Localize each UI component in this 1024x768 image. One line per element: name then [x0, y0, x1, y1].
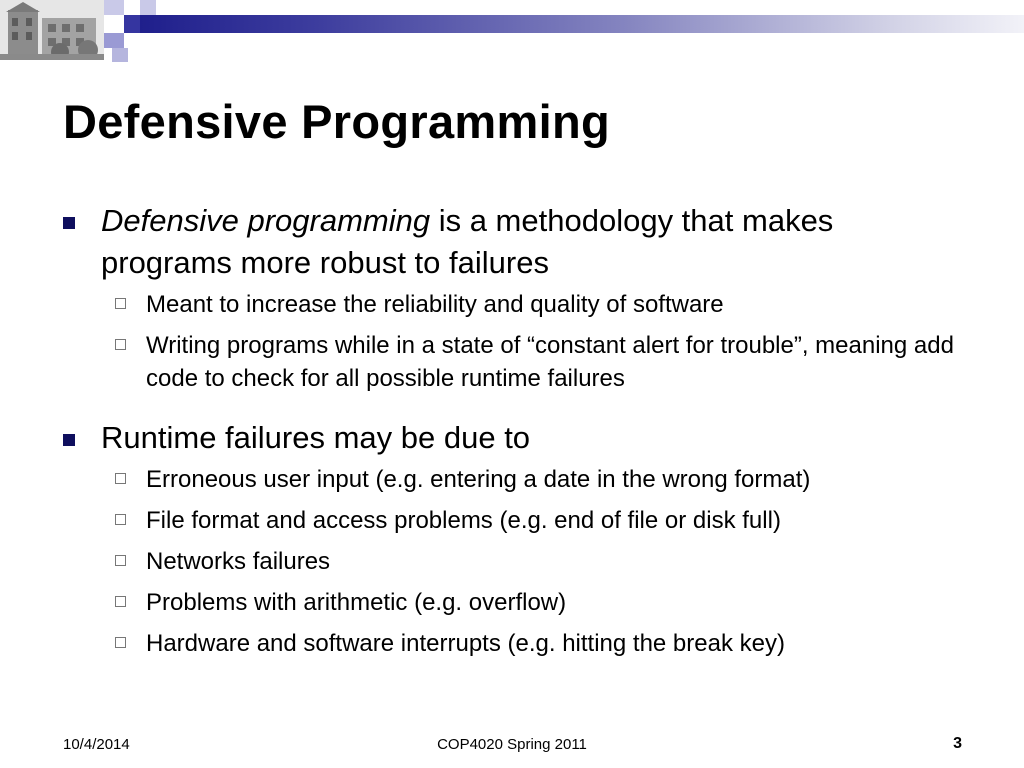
sub-bullet-text: Meant to increase the reliability and quality of software	[146, 291, 724, 318]
decor-square	[104, 0, 124, 15]
sub-bullet-item	[0, 329, 1024, 395]
sub-bullet-text: Writing programs while in a state of “constant alert for trouble”, meaning add code to check for all possible runtime failures	[146, 332, 954, 392]
hollow-square-bullet-icon	[115, 473, 126, 484]
sub-bullet-text: Problems with arithmetic (e.g. overflow)	[146, 589, 567, 616]
decor-square	[124, 33, 140, 48]
hollow-square-bullet-icon	[115, 298, 126, 309]
bullet-text: is a methodology that makes programs more robust to failures	[101, 203, 834, 280]
decor-square	[104, 33, 124, 48]
bullet-text: Runtime failures may be due to	[101, 420, 531, 455]
sub-bullet-item	[0, 504, 1024, 537]
sub-bullet-item	[0, 463, 1024, 496]
square-bullet-icon	[63, 434, 75, 446]
page-number: 3	[953, 735, 962, 752]
hollow-square-bullet-icon	[115, 555, 126, 566]
slide-body	[0, 200, 1024, 660]
bullet-item	[0, 417, 1024, 459]
sub-bullet-item	[0, 545, 1024, 578]
sub-bullet-text: Erroneous user input (e.g. entering a date in the wrong format)	[146, 466, 811, 493]
bullet-emphasis: Defensive programming	[101, 203, 431, 238]
hollow-square-bullet-icon	[115, 514, 126, 525]
decor-square	[124, 15, 140, 33]
sub-bullet-item	[0, 586, 1024, 619]
hollow-square-bullet-icon	[115, 637, 126, 648]
decor-square	[140, 0, 156, 15]
header-gradient-bar	[140, 15, 1024, 33]
building-photo	[0, 0, 104, 60]
building-illustration	[0, 0, 104, 60]
bullet-item	[0, 200, 1024, 284]
sub-bullet-text: Hardware and software interrupts (e.g. hitting the break key)	[146, 630, 785, 657]
hollow-square-bullet-icon	[115, 339, 126, 350]
decor-square	[112, 48, 128, 62]
sub-bullet-item	[0, 627, 1024, 660]
footer-date: 10/4/2014	[63, 736, 130, 753]
header-decoration	[0, 0, 1024, 62]
decor-square	[104, 15, 124, 33]
sub-bullet-text: File format and access problems (e.g. end of file or disk full)	[146, 507, 781, 534]
footer-course: COP4020 Spring 2011	[437, 736, 587, 753]
hollow-square-bullet-icon	[115, 596, 126, 607]
square-bullet-icon	[63, 217, 75, 229]
slide-title: Defensive Programming	[63, 95, 610, 148]
sub-bullet-text: Networks failures	[146, 548, 331, 575]
sub-bullet-item	[0, 288, 1024, 321]
